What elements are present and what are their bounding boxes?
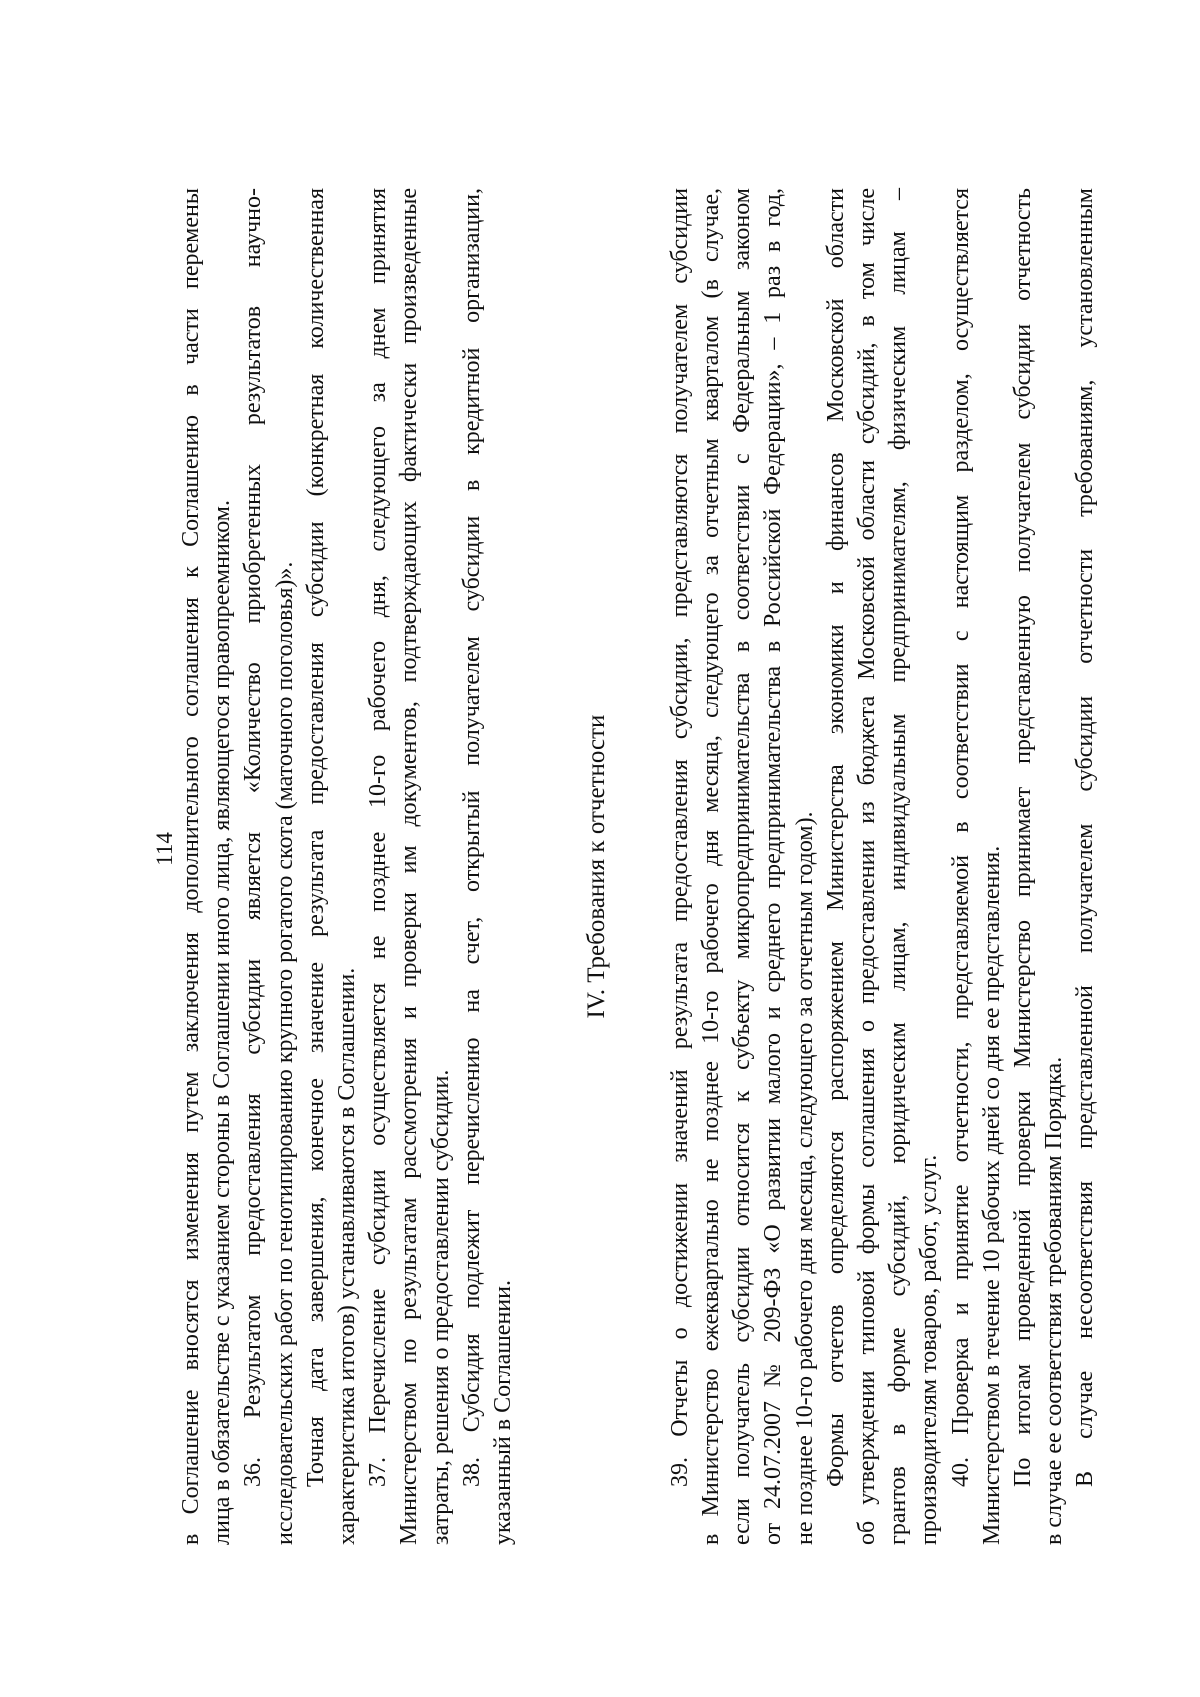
paragraphs-after-section <box>665 188 1102 1545</box>
text-line: Министерством по результатам рассмотрения и проверки им документов, подтверждающих фактически произведенные <box>396 188 423 1545</box>
text-line: Точная дата завершения, конечное значение результата предоставления субсидии (конкретная количественная <box>302 188 329 1487</box>
text-line: исследовательских работ по генотипированию крупного рогатого скота (маточного поголовья)». <box>271 561 298 1545</box>
text-line: Формы отчетов определяются распоряжением Министерства экономики и финансов Московской области <box>822 188 849 1487</box>
text-line: 40. Проверка и принятие отчетности, представляемой в соответствии с настоящим разделом, осуществляется <box>947 188 974 1487</box>
spacer <box>519 188 550 1545</box>
text-line: лица в обязательстве с указанием стороны в Соглашении иного лица, являющегося правопреемником. <box>209 500 236 1545</box>
section-title: IV. Требования к отчетности <box>583 714 611 1019</box>
document-body <box>176 188 1101 1545</box>
text-line: от 24.07.2007 № 209-ФЗ «О развитии малого и среднего предпринимательства в Российской Федерации», – 1 раз в год, <box>760 188 787 1545</box>
text-line: затраты, решения о предоставлении субсидии. <box>427 1069 454 1545</box>
text-line: грантов в форме субсидий, юридическим лицам, индивидуальным предпринимателям, физическим лицам – <box>885 188 912 1545</box>
text-line: если получатель субсидии относится к субъекту микропредпринимательства в соответствии с Федеральным законом <box>729 188 756 1545</box>
page-number: 114 <box>152 832 177 866</box>
text-line: Министерством в течение 10 рабочих дней со дня ее представления. <box>978 845 1005 1545</box>
text-line: 38. Субсидия подлежит перечислению на счет, открытый получателем субсидии в кредитной организации, <box>458 188 485 1487</box>
text-line: По итогам проведенной проверки Министерство принимает представленную получателем субсидии отчетность <box>1009 188 1036 1487</box>
text-line: в Соглашение вносятся изменения путем заключения дополнительного соглашения к Соглашению в части перемены <box>178 188 204 1545</box>
text-line: производителям товаров, работ, услуг. <box>916 1154 943 1545</box>
text-line: указанный в Соглашении. <box>489 1280 516 1545</box>
spacer <box>644 188 665 1545</box>
spacer <box>613 188 644 1545</box>
text-line: В случае несоответствия представленной получателем субсидии отчетности требованиям, установленным <box>1072 188 1099 1487</box>
text-line: в случае ее соответствия требованиям Порядка. <box>1041 1056 1068 1545</box>
text-line: характеристика итогов) устанавливаются в Соглашении. <box>333 967 360 1545</box>
text-line: об утверждении типовой формы соглашения о предоставлении из бюджета Московской области субсидий, в том числе <box>853 188 880 1545</box>
text-line: в Министерство ежеквартально не позднее 10-го рабочего дня месяца, следующего за отчетным кварталом (в случае, <box>698 188 724 1545</box>
text-line: 37. Перечисление субсидии осуществляется не позднее 10-го рабочего дня, следующего за днем принятия <box>365 188 392 1487</box>
text-line: 39. Отчеты о достижении значений результата предоставления субсидии, представляются получателем субсидии <box>666 188 693 1487</box>
paragraphs-before-section <box>176 188 519 1545</box>
spacer <box>550 188 581 1545</box>
text-line: не позднее 10-го рабочего дня месяца, следующего за отчетным годом). <box>791 811 818 1545</box>
text-line: 36. Результатом предоставления субсидии является «Количество приобретенных результатов научно- <box>240 188 267 1487</box>
